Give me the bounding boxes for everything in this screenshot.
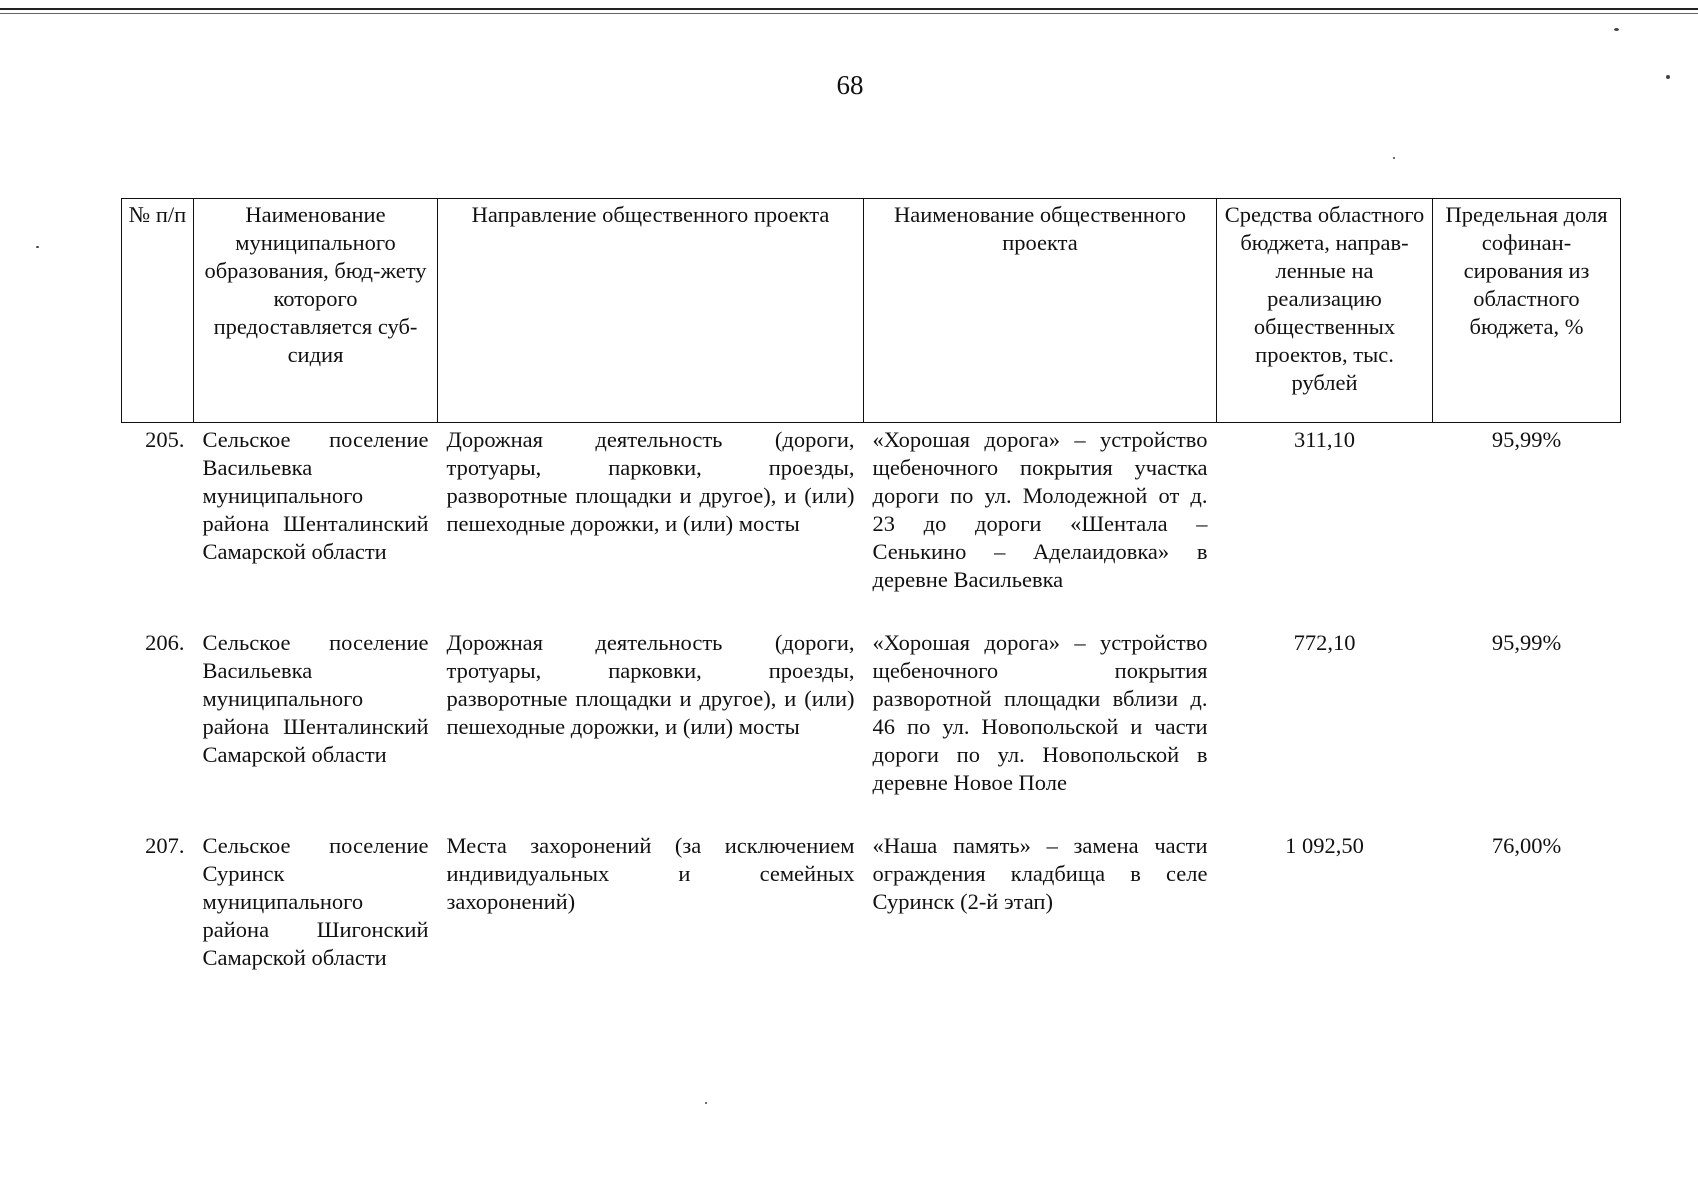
scan-speck bbox=[1666, 75, 1670, 79]
row-project: «Наша память» – замена части ограждения кладбища в селе Суринск (2-й этап) bbox=[872, 833, 1208, 914]
header-funds: Средства областного бюджета, направ-ленные на реализацию общественных проектов, тыс. рублей bbox=[1217, 199, 1433, 423]
row-funds: 311,10 bbox=[1293, 427, 1356, 452]
row-share: 76,00% bbox=[1491, 833, 1562, 858]
header-municipality: Наименование муниципального образования, бюд-жету которого предоставляется суб-сидия bbox=[194, 199, 438, 423]
table-row bbox=[122, 829, 1621, 1004]
row-number: 207. bbox=[145, 833, 185, 858]
row-project: «Хорошая дорога» – устройство щебеночного покрытия участка дороги по ул. Молодежной от д. 23 до дороги «Шентала – Сенькино – Аделаидовка» в деревне Васильевка bbox=[872, 427, 1208, 592]
header-project-name: Наименование общественного проекта bbox=[864, 199, 1217, 423]
top-border-line-secondary bbox=[0, 13, 1698, 14]
row-funds: 1 092,50 bbox=[1285, 833, 1364, 858]
row-number: 205. bbox=[145, 427, 185, 452]
scan-speck bbox=[1614, 28, 1619, 31]
table-row bbox=[122, 626, 1621, 829]
row-direction: Дорожная деятельность (дороги, тротуары, парковки, проезды, разворотные площадки и другое), и (или) пешеходные дорожки, и (или) мосты bbox=[446, 630, 855, 739]
scan-speck bbox=[36, 246, 39, 248]
header-direction: Направление общественного проекта bbox=[438, 199, 864, 423]
row-municipality: Сельское поселение Васильевка муниципального района Шенталинский Самарской области bbox=[202, 427, 429, 564]
table-row bbox=[122, 423, 1621, 627]
row-municipality: Сельское поселение Васильевка муниципального района Шенталинский Самарской области bbox=[202, 630, 429, 767]
page-number: 68 bbox=[836, 70, 864, 100]
table-header-row bbox=[122, 199, 1621, 423]
row-direction: Места захоронений (за исключением индивидуальных и семейных захоронений) bbox=[446, 833, 855, 914]
scan-speck bbox=[705, 1102, 707, 1104]
scan-speck bbox=[1393, 157, 1395, 159]
row-share: 95,99% bbox=[1491, 427, 1562, 452]
row-municipality: Сельское поселение Суринск муниципального района Шигонский Самарской области bbox=[202, 833, 429, 970]
row-share: 95,99% bbox=[1491, 630, 1562, 655]
header-share: Предельная доля софинан-сирования из областного бюджета, % bbox=[1433, 199, 1621, 423]
row-project: «Хорошая дорога» – устройство щебеночного покрытия разворотной площадки вблизи д. 46 по ул. Новопольской и части дороги по ул. Новопольской в деревне Новое Поле bbox=[872, 630, 1208, 795]
subsidy-table bbox=[121, 198, 1621, 1004]
row-funds: 772,10 bbox=[1293, 630, 1356, 655]
header-number: № п/п bbox=[122, 199, 194, 423]
top-border-line bbox=[0, 8, 1698, 10]
row-number: 206. bbox=[145, 630, 185, 655]
row-direction: Дорожная деятельность (дороги, тротуары, парковки, проезды, разворотные площадки и другое), и (или) пешеходные дорожки, и (или) мосты bbox=[446, 427, 855, 536]
